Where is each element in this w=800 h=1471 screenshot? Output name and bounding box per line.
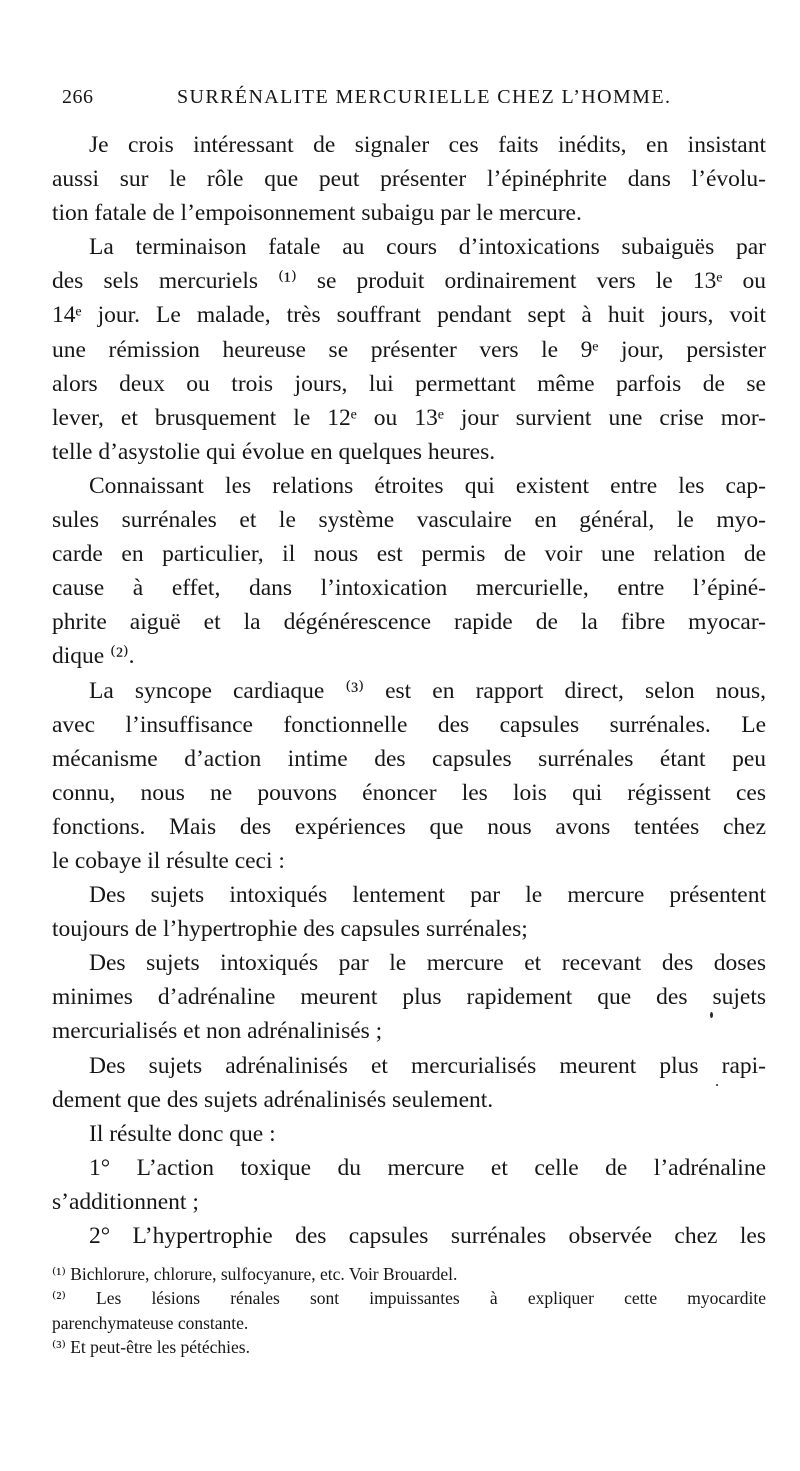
footnote-line: parenchymateuse constante. <box>52 1312 249 1333</box>
text-line: carde en particulier, il nous est permis de voir une relation de <box>52 541 766 568</box>
text-line: cause à effet, dans l’intoxication mercurielle, entre l’épiné- <box>52 575 766 602</box>
text-line: aussi sur le rôle que peut présenter l’épinéphrite dans l’évolu- <box>52 166 766 193</box>
text-line: s’additionnent ; <box>52 1188 199 1215</box>
text-line: le cobaye il résulte ceci : <box>52 847 285 874</box>
ink-speck <box>716 1084 718 1086</box>
text-line: Connaissant les relations étroites qui existent entre les cap- <box>89 472 766 499</box>
text-line: Des sujets adrénalinisés et mercurialisés meurent plus rapi- <box>89 1052 766 1079</box>
text-line: 2° L’hypertrophie des capsules surrénales observée chez les <box>89 1223 766 1249</box>
text-line: 14ᵉ jour. Le malade, très souffrant pendant sept à huit jours, voit <box>52 302 766 329</box>
text-line: une rémission heureuse se présenter vers le 9ᵉ jour, persister <box>52 336 766 363</box>
text-line: Des sujets intoxiqués lentement par le mercure présentent <box>89 882 766 909</box>
text-line: connu, nous ne pouvons énoncer les lois qui régissent ces <box>52 779 766 806</box>
text-line: Des sujets intoxiqués par le mercure et recevant des doses <box>89 950 766 977</box>
text-line: lever, et brusquement le 12ᵉ ou 13ᵉ jour survient une crise mor- <box>52 404 766 431</box>
footnote-line: ⁽¹⁾ Bichlorure, chlorure, sulfocyanure, etc. Voir Brouardel. <box>52 1264 458 1284</box>
text-line: telle d’asystolie qui évolue en quelques heures. <box>52 438 496 465</box>
text-line: dement que des sujets adrénalinisés seulement. <box>52 1086 494 1113</box>
text-line: dique ⁽²⁾. <box>52 643 135 670</box>
footnotes <box>52 1262 766 1360</box>
text-line: mécanisme d’action intime des capsules surrénales étant peu <box>52 745 766 772</box>
text-line: 1° L’action toxique du mercure et celle de l’adrénaline <box>89 1154 766 1181</box>
text-line: des sels mercuriels ⁽¹⁾ se produit ordinairement vers le 13ᵉ ou <box>52 268 766 295</box>
text-line: tion fatale de l’empoisonnement subaigu par le mercure. <box>52 200 582 227</box>
page-number: 266 <box>62 86 94 108</box>
body-text <box>52 128 766 1253</box>
text-line: sules surrénales et le système vasculaire en général, le myo- <box>52 507 766 534</box>
running-title: SURRÉNALITE MERCURIELLE CHEZ L’HOMME. <box>177 86 672 108</box>
footnote-line: ⁽²⁾ Les lésions rénales sont impuissantes à expliquer cette myocardite <box>52 1288 766 1309</box>
text-line: toujours de l’hypertrophie des capsules surrénales; <box>52 916 528 943</box>
text-line: mercurialisés et non adrénalinisés ; <box>52 1018 383 1045</box>
text-line: La syncope cardiaque ⁽³⁾ est en rapport direct, selon nous, <box>89 677 766 704</box>
text-line: phrite aiguë et la dégénérescence rapide de la fibre myocar- <box>52 609 766 636</box>
text-line: Je crois intéressant de signaler ces faits inédits, en insistant <box>89 132 766 158</box>
page-header <box>62 86 738 118</box>
text-line: Il résulte donc que : <box>89 1120 276 1147</box>
text-line: fonctions. Mais des expériences que nous avons tentées chez <box>52 813 766 840</box>
ink-speck <box>710 1012 713 1018</box>
footnote-line: ⁽³⁾ Et peut-être les pétéchies. <box>52 1337 250 1358</box>
text-line: minimes d’adrénaline meurent plus rapidement que des sujets <box>52 984 766 1011</box>
text-line: La terminaison fatale au cours d’intoxications subaiguës par <box>89 234 766 261</box>
text-line: alors deux ou trois jours, lui permettant même parfois de se <box>52 370 766 397</box>
text-line: avec l’insuffisance fonctionnelle des capsules surrénales. Le <box>52 711 766 738</box>
